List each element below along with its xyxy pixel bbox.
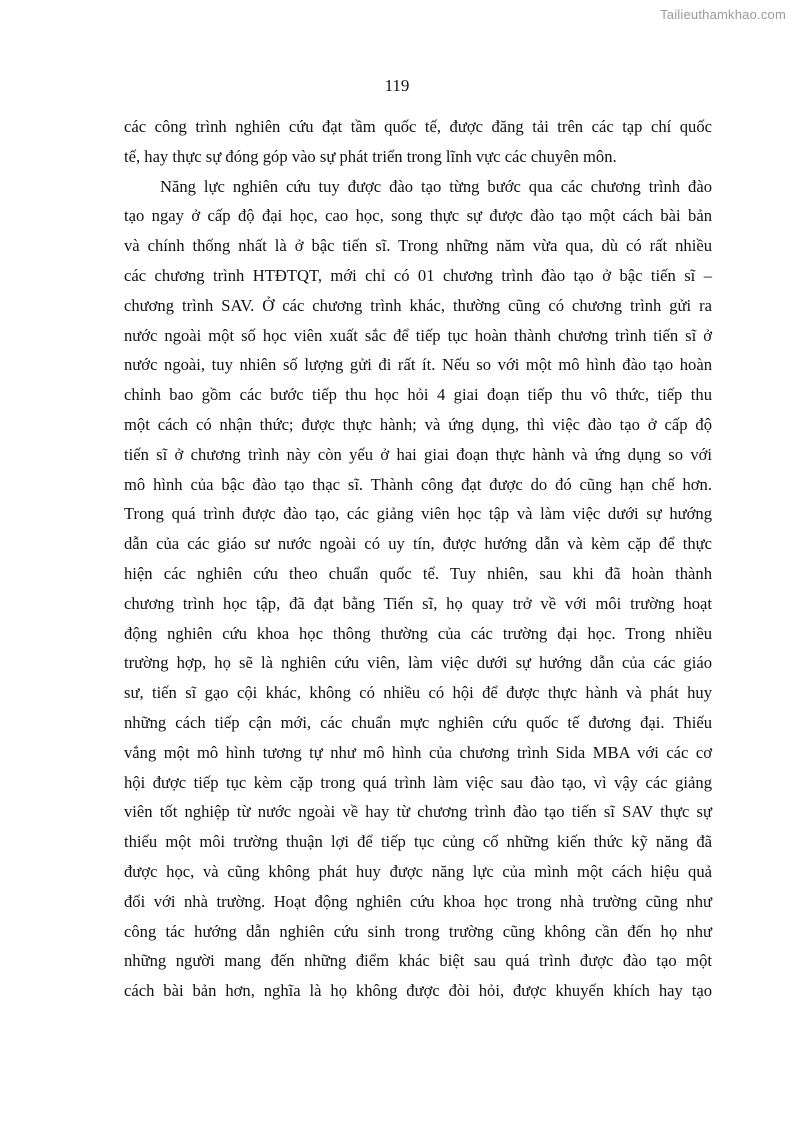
text-line: được học, và cũng không phát huy được năng lực của mình một cách hiệu quả [124,861,712,881]
page-number: 119 [384,76,410,95]
text-line: nước ngoài, tuy nhiên số lượng gửi đi rất ít. Nếu so với một mô hình đào tạo hoàn [124,355,712,375]
text-line: cách bài bản hơn, nghĩa là họ không được đòi hỏi, được khuyến khích hay tạo [124,981,712,1001]
text-line: động nghiên cứu khoa học thông thường của các trường đại học. Trong nhiều [124,623,712,643]
text-line: những cách tiếp cận mới, các chuẩn mực nghiên cứu quốc tế đương đại. Thiếu [124,712,712,732]
paragraph-1 [124,112,712,172]
document-body [124,112,712,1006]
text-line: chỉnh bao gồm các bước tiếp thu học hỏi 4 giai đoạn tiếp thu vô thức, tiếp thu [124,385,712,405]
text-line: viên tốt nghiệp từ nước ngoài về hay từ chương trình đào tạo tiến sĩ SAV thực sự [124,802,712,822]
text-line: sư, tiến sĩ gạo cội khác, không có nhiều có hội để được thực hành và phát huy [124,683,712,703]
text-line: vắng một mô hình tương tự như mô hình của chương trình Sida MBA với các cơ [124,742,712,762]
text-line: các chương trình HTĐTQT, mới chỉ có 01 chương trình đào tạo ở bậc tiến sĩ – [124,265,712,285]
text-line: Năng lực nghiên cứu tuy được đào tạo từng bước qua các chương trình đào [160,176,712,196]
text-line: thiếu một môi trường thuận lợi để tiếp tục củng cố những kiến thức kỹ năng đã [124,832,712,852]
text-line: hiện các nghiên cứu theo chuẩn quốc tế. Tuy nhiên, sau khi đã hoàn thành [124,563,712,583]
text-line: một cách có nhận thức; được thực hành; và ứng dụng, thì việc đào tạo ở cấp độ [124,414,712,434]
watermark-text: Tailieuthamkhao.com [660,7,786,22]
text-line: dẫn của các giáo sư nước ngoài có uy tín, được hướng dẫn và kèm cặp để thực [124,534,712,554]
text-line: Trong quá trình được đào tạo, các giảng viên học tập và làm việc dưới sự hướng [124,504,712,524]
text-line: trường hợp, họ sẽ là nghiên cứu viên, làm việc dưới sự hướng dẫn của các giáo [124,653,712,673]
text-line: tế, hay thực sự đóng góp vào sự phát triển trong lĩnh vực các chuyên môn. [124,146,617,166]
text-line: công tác hướng dẫn nghiên cứu sinh trong trường cũng không cần đến họ như [124,921,712,941]
text-line: chương trình SAV. Ở các chương trình khác, thường cũng có chương trình gửi ra [124,295,712,315]
text-line: nước ngoài một số học viên xuất sắc để tiếp tục hoàn thành chương trình tiến sĩ ở [124,325,712,345]
text-line: các công trình nghiên cứu đạt tầm quốc tế, được đăng tải trên các tạp chí quốc [124,117,712,136]
paragraph-2 [124,172,712,1006]
text-line: tiến sĩ ở chương trình này còn yếu ở hai giai đoạn thực hành và ứng dụng so với [124,444,712,464]
text-line: và chính thống nhất là ở bậc tiến sĩ. Trong những năm vừa qua, dù có rất nhiều [124,236,712,256]
text-line: chương trình học tập, đã đạt bằng Tiến sĩ, họ quay trở về với môi trường hoạt [124,593,712,613]
text-line: tạo ngay ở cấp độ đại học, cao học, song thực sự được đào tạo một cách bài bản [124,206,712,226]
text-line: hội được tiếp tục kèm cặp trong quá trình làm việc sau đào tạo, vì vậy các giảng [124,772,712,792]
text-line: những người mang đến những điểm khác biệt sau quá trình được đào tạo một [124,951,712,971]
text-line: mô hình của bậc đào tạo thạc sĩ. Thành công đạt được do đó cũng hạn chế hơn. [124,474,712,494]
text-line: đối với nhà trường. Hoạt động nghiên cứu khoa học trong nhà trường cũng như [124,891,712,911]
